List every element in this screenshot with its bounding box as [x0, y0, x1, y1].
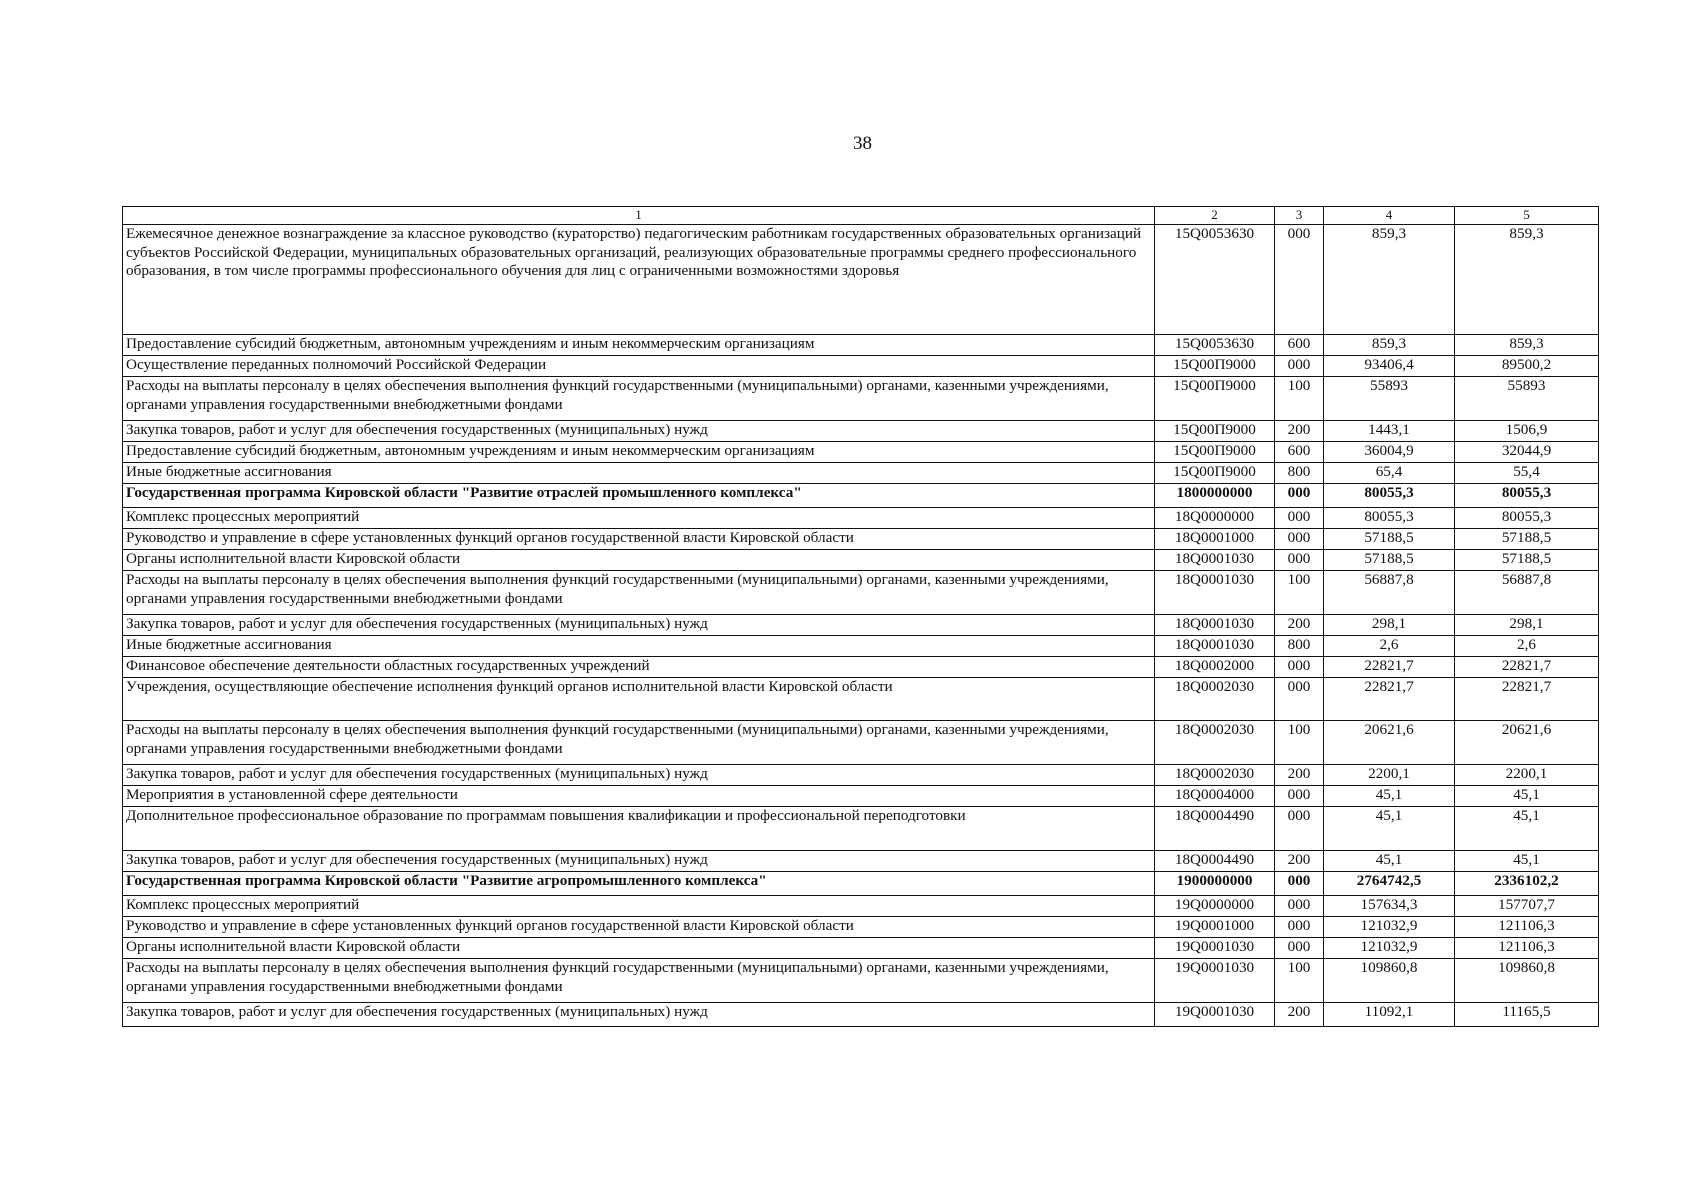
- row-code: 18Q0004490: [1155, 851, 1275, 872]
- row-value-col4: 121032,9: [1324, 917, 1455, 938]
- row-code: 18Q0002030: [1155, 678, 1275, 721]
- row-code: 18Q0001030: [1155, 636, 1275, 657]
- row-name: Государственная программа Кировской области "Развитие агропромышленного комплекса": [123, 872, 1155, 896]
- row-expense-type: 000: [1275, 356, 1324, 377]
- row-value-col4: 109860,8: [1324, 959, 1455, 1003]
- row-expense-type: 100: [1275, 721, 1324, 765]
- row-code: 19Q0001000: [1155, 917, 1275, 938]
- header-col-3: 3: [1275, 207, 1324, 225]
- row-value-col5: 55,4: [1455, 463, 1599, 484]
- row-value-col5: 22821,7: [1455, 678, 1599, 721]
- header-col-4: 4: [1324, 207, 1455, 225]
- row-value-col4: 80055,3: [1324, 508, 1455, 529]
- row-name: Закупка товаров, работ и услуг для обеспечения государственных (муниципальных) нужд: [123, 421, 1155, 442]
- row-code: 18Q0001030: [1155, 550, 1275, 571]
- row-name: Расходы на выплаты персоналу в целях обеспечения выполнения функций государственными (муниципальными) органами, казенными учреждениями, органами управления государственными внебюджетными фондами: [123, 377, 1155, 421]
- table-row: [123, 463, 1599, 484]
- row-value-col4: 80055,3: [1324, 484, 1455, 508]
- table-row: [123, 421, 1599, 442]
- row-value-col4: 57188,5: [1324, 529, 1455, 550]
- header-row: [123, 207, 1599, 225]
- row-value-col5: 11165,5: [1455, 1003, 1599, 1027]
- row-expense-type: 100: [1275, 377, 1324, 421]
- table-row: [123, 571, 1599, 615]
- row-value-col4: 36004,9: [1324, 442, 1455, 463]
- row-value-col5: 80055,3: [1455, 484, 1599, 508]
- table-row: [123, 550, 1599, 571]
- row-value-col5: 2200,1: [1455, 765, 1599, 786]
- row-code: 18Q0004490: [1155, 807, 1275, 851]
- row-value-col4: 859,3: [1324, 225, 1455, 335]
- row-name: Закупка товаров, работ и услуг для обеспечения государственных (муниципальных) нужд: [123, 765, 1155, 786]
- row-value-col5: 2336102,2: [1455, 872, 1599, 896]
- row-code: 15Q00П9000: [1155, 463, 1275, 484]
- row-name: Комплекс процессных мероприятий: [123, 896, 1155, 917]
- row-code: 1900000000: [1155, 872, 1275, 896]
- budget-table: [122, 206, 1599, 1027]
- table-row: [123, 765, 1599, 786]
- row-value-col5: 859,3: [1455, 335, 1599, 356]
- row-value-col5: 45,1: [1455, 786, 1599, 807]
- row-expense-type: 000: [1275, 484, 1324, 508]
- row-value-col5: 859,3: [1455, 225, 1599, 335]
- row-name: Иные бюджетные ассигнования: [123, 636, 1155, 657]
- row-expense-type: 800: [1275, 463, 1324, 484]
- table-row: [123, 1003, 1599, 1027]
- row-name: Расходы на выплаты персоналу в целях обеспечения выполнения функций государственными (муниципальными) органами, казенными учреждениями, органами управления государственными внебюджетными фондами: [123, 571, 1155, 615]
- table-row: [123, 636, 1599, 657]
- row-name: Осуществление переданных полномочий Российской Федерации: [123, 356, 1155, 377]
- row-code: 18Q0001030: [1155, 571, 1275, 615]
- row-name: Иные бюджетные ассигнования: [123, 463, 1155, 484]
- table-row: [123, 678, 1599, 721]
- row-name: Закупка товаров, работ и услуг для обеспечения государственных (муниципальных) нужд: [123, 851, 1155, 872]
- row-value-col4: 298,1: [1324, 615, 1455, 636]
- row-expense-type: 600: [1275, 335, 1324, 356]
- row-value-col5: 121106,3: [1455, 938, 1599, 959]
- table-row: [123, 851, 1599, 872]
- row-code: 19Q0001030: [1155, 938, 1275, 959]
- table-row: [123, 225, 1599, 335]
- row-name: Органы исполнительной власти Кировской области: [123, 550, 1155, 571]
- row-value-col5: 55893: [1455, 377, 1599, 421]
- row-value-col5: 157707,7: [1455, 896, 1599, 917]
- row-expense-type: 800: [1275, 636, 1324, 657]
- row-expense-type: 200: [1275, 765, 1324, 786]
- row-code: 19Q0001030: [1155, 1003, 1275, 1027]
- header-col-1: 1: [123, 207, 1155, 225]
- row-value-col4: 65,4: [1324, 463, 1455, 484]
- row-expense-type: 000: [1275, 529, 1324, 550]
- row-name: Органы исполнительной власти Кировской области: [123, 938, 1155, 959]
- row-value-col4: 22821,7: [1324, 657, 1455, 678]
- row-value-col5: 109860,8: [1455, 959, 1599, 1003]
- row-expense-type: 000: [1275, 917, 1324, 938]
- row-expense-type: 000: [1275, 786, 1324, 807]
- row-expense-type: 200: [1275, 1003, 1324, 1027]
- table-row: [123, 335, 1599, 356]
- row-expense-type: 200: [1275, 421, 1324, 442]
- row-value-col4: 57188,5: [1324, 550, 1455, 571]
- row-code: 19Q0000000: [1155, 896, 1275, 917]
- table-row: [123, 896, 1599, 917]
- row-name: Учреждения, осуществляющие обеспечение исполнения функций органов исполнительной власти Кировской области: [123, 678, 1155, 721]
- row-name: Руководство и управление в сфере установленных функций органов государственной власти Кировской области: [123, 529, 1155, 550]
- row-value-col5: 121106,3: [1455, 917, 1599, 938]
- table-body: [123, 225, 1599, 1027]
- row-value-col4: 45,1: [1324, 807, 1455, 851]
- row-name: Расходы на выплаты персоналу в целях обеспечения выполнения функций государственными (муниципальными) органами, казенными учреждениями, органами управления государственными внебюджетными фондами: [123, 721, 1155, 765]
- table-row: [123, 615, 1599, 636]
- row-code: 15Q0053630: [1155, 335, 1275, 356]
- row-expense-type: 000: [1275, 938, 1324, 959]
- row-value-col4: 157634,3: [1324, 896, 1455, 917]
- row-name: Предоставление субсидий бюджетным, автономным учреждениям и иным некоммерческим организациям: [123, 335, 1155, 356]
- row-name: Мероприятия в установленной сфере деятельности: [123, 786, 1155, 807]
- row-name: Государственная программа Кировской области "Развитие отраслей промышленного комплекса": [123, 484, 1155, 508]
- row-value-col4: 93406,4: [1324, 356, 1455, 377]
- row-value-col5: 1506,9: [1455, 421, 1599, 442]
- row-value-col4: 11092,1: [1324, 1003, 1455, 1027]
- row-value-col4: 859,3: [1324, 335, 1455, 356]
- row-name: Комплекс процессных мероприятий: [123, 508, 1155, 529]
- table-row: [123, 872, 1599, 896]
- row-value-col5: 57188,5: [1455, 550, 1599, 571]
- row-expense-type: 000: [1275, 807, 1324, 851]
- table-row: [123, 959, 1599, 1003]
- row-value-col5: 45,1: [1455, 807, 1599, 851]
- row-value-col5: 56887,8: [1455, 571, 1599, 615]
- row-value-col5: 298,1: [1455, 615, 1599, 636]
- row-expense-type: 000: [1275, 550, 1324, 571]
- row-expense-type: 100: [1275, 571, 1324, 615]
- row-code: 1800000000: [1155, 484, 1275, 508]
- table-row: [123, 508, 1599, 529]
- table-row: [123, 356, 1599, 377]
- table-row: [123, 786, 1599, 807]
- header-col-2: 2: [1155, 207, 1275, 225]
- row-name: Дополнительное профессиональное образование по программам повышения квалификации и профессиональной переподготовки: [123, 807, 1155, 851]
- row-value-col4: 20621,6: [1324, 721, 1455, 765]
- page-number: 38: [853, 133, 872, 154]
- row-value-col5: 89500,2: [1455, 356, 1599, 377]
- table-row: [123, 721, 1599, 765]
- table-row: [123, 938, 1599, 959]
- row-code: 18Q0000000: [1155, 508, 1275, 529]
- table-row: [123, 529, 1599, 550]
- row-value-col5: 45,1: [1455, 851, 1599, 872]
- row-expense-type: 100: [1275, 959, 1324, 1003]
- row-expense-type: 000: [1275, 678, 1324, 721]
- header-col-5: 5: [1455, 207, 1599, 225]
- row-code: 15Q00П9000: [1155, 377, 1275, 421]
- table-row: [123, 657, 1599, 678]
- table-row: [123, 917, 1599, 938]
- row-name: Финансовое обеспечение деятельности областных государственных учреждений: [123, 657, 1155, 678]
- row-value-col4: 22821,7: [1324, 678, 1455, 721]
- row-name: Руководство и управление в сфере установленных функций органов государственной власти Кировской области: [123, 917, 1155, 938]
- row-value-col5: 20621,6: [1455, 721, 1599, 765]
- row-value-col5: 2,6: [1455, 636, 1599, 657]
- row-value-col5: 32044,9: [1455, 442, 1599, 463]
- row-code: 18Q0001030: [1155, 615, 1275, 636]
- row-code: 18Q0004000: [1155, 786, 1275, 807]
- row-code: 15Q00П9000: [1155, 442, 1275, 463]
- row-expense-type: 200: [1275, 615, 1324, 636]
- row-code: 18Q0001000: [1155, 529, 1275, 550]
- row-code: 18Q0002000: [1155, 657, 1275, 678]
- row-value-col4: 121032,9: [1324, 938, 1455, 959]
- row-expense-type: 200: [1275, 851, 1324, 872]
- row-value-col4: 1443,1: [1324, 421, 1455, 442]
- row-name: Закупка товаров, работ и услуг для обеспечения государственных (муниципальных) нужд: [123, 615, 1155, 636]
- table-row: [123, 807, 1599, 851]
- row-value-col5: 80055,3: [1455, 508, 1599, 529]
- row-name: Предоставление субсидий бюджетным, автономным учреждениям и иным некоммерческим организациям: [123, 442, 1155, 463]
- table-row: [123, 377, 1599, 421]
- row-expense-type: 000: [1275, 657, 1324, 678]
- row-name: Закупка товаров, работ и услуг для обеспечения государственных (муниципальных) нужд: [123, 1003, 1155, 1027]
- row-expense-type: 000: [1275, 872, 1324, 896]
- row-expense-type: 000: [1275, 225, 1324, 335]
- row-expense-type: 000: [1275, 508, 1324, 529]
- row-value-col4: 45,1: [1324, 786, 1455, 807]
- table-row: [123, 442, 1599, 463]
- row-code: 15Q00П9000: [1155, 356, 1275, 377]
- row-value-col5: 22821,7: [1455, 657, 1599, 678]
- row-value-col4: 2200,1: [1324, 765, 1455, 786]
- row-value-col5: 57188,5: [1455, 529, 1599, 550]
- row-code: 15Q00П9000: [1155, 421, 1275, 442]
- row-value-col4: 55893: [1324, 377, 1455, 421]
- row-value-col4: 45,1: [1324, 851, 1455, 872]
- row-value-col4: 2764742,5: [1324, 872, 1455, 896]
- row-code: 15Q0053630: [1155, 225, 1275, 335]
- row-code: 19Q0001030: [1155, 959, 1275, 1003]
- row-code: 18Q0002030: [1155, 765, 1275, 786]
- table-header: [123, 207, 1599, 225]
- row-name: Расходы на выплаты персоналу в целях обеспечения выполнения функций государственными (муниципальными) органами, казенными учреждениями, органами управления государственными внебюджетными фондами: [123, 959, 1155, 1003]
- row-expense-type: 600: [1275, 442, 1324, 463]
- row-value-col4: 2,6: [1324, 636, 1455, 657]
- row-value-col4: 56887,8: [1324, 571, 1455, 615]
- row-code: 18Q0002030: [1155, 721, 1275, 765]
- row-expense-type: 000: [1275, 896, 1324, 917]
- row-name: Ежемесячное денежное вознаграждение за классное руководство (кураторство) педагогическим работникам государственных образовательных организаций субъектов Российской Федерации, муниципальных образовательных организаций, реализующих образовательные программы среднего профессионального образования, в том числе программы профессионального обучения для лиц с ограниченными возможностями здоровья: [123, 225, 1155, 335]
- table-row: [123, 484, 1599, 508]
